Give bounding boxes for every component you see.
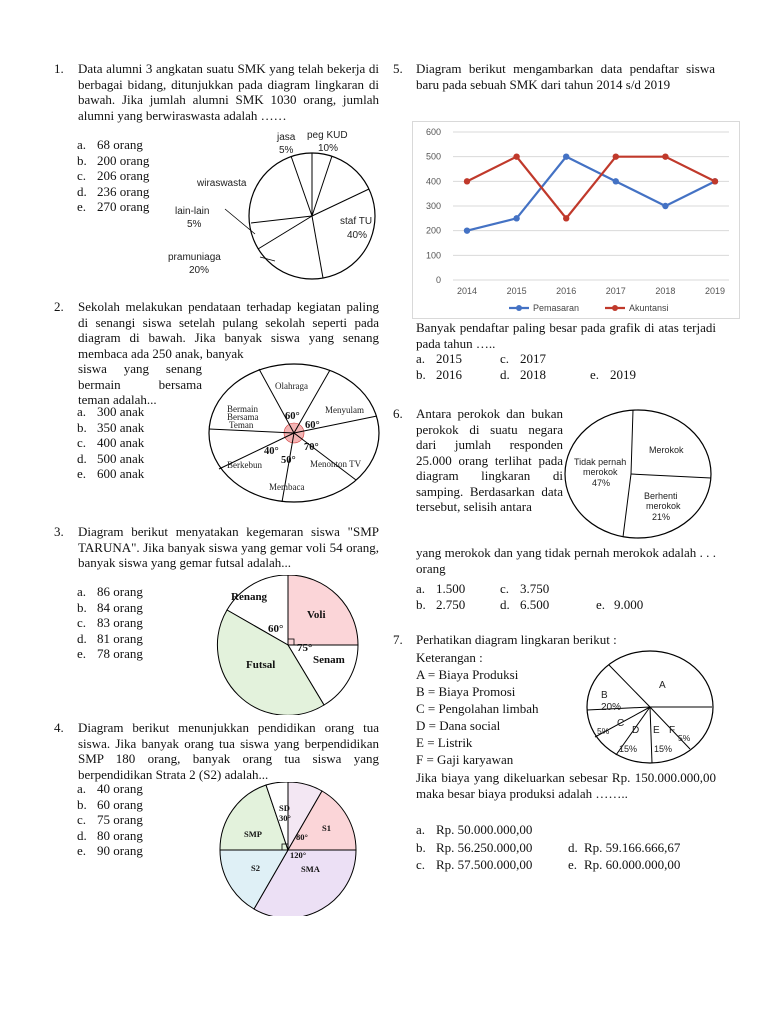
legend-item: A = Biaya Produksi (416, 667, 519, 682)
label-e-pct: 15% (654, 744, 673, 754)
label-pegkud: peg KUD (307, 130, 348, 141)
angle-label: 40° (264, 446, 279, 457)
x-tick-label: 2016 (556, 286, 577, 296)
option[interactable]: a. 86 orang (77, 584, 143, 599)
label-bermain: Bermain (227, 404, 258, 414)
angle-label: 80° (296, 832, 308, 842)
data-point (464, 227, 470, 233)
question-text: Data alumni 3 angkatan suatu SMK yang telah bekerja di berbagai bidang, ditunjukkan pada diagram lingkaran di bawah. Jika jumlah alumni SMK 1030 orang, jumlah alumni yang berwiraswasta adalah …… (78, 61, 379, 123)
question-number: 5. (393, 61, 403, 76)
label-berhenti-pct: 21% (652, 512, 671, 522)
label-s2: S2 (251, 863, 260, 873)
label-pramuniaga: pramuniaga (168, 252, 221, 263)
options-5 (416, 351, 716, 382)
data-point (712, 178, 718, 184)
y-tick-label: 500 (425, 151, 441, 162)
legend-item: E = Listrik (416, 735, 473, 750)
option[interactable]: e. 600 anak (77, 466, 145, 481)
label-membaca: Membaca (269, 482, 305, 492)
question-4 (54, 720, 379, 782)
legend-item: F = Gaji karyawan (416, 752, 514, 767)
option[interactable]: b. 350 anak (77, 419, 145, 435)
legend-item: D = Dana social (416, 718, 501, 733)
question-number: 1. (54, 61, 64, 76)
option[interactable]: d. 6.500 (500, 596, 550, 612)
x-tick-label: 2014 (456, 286, 478, 296)
label-d: D (632, 725, 640, 736)
keterangan-label: Keterangan : (416, 650, 483, 665)
label-jasa-pct: 5% (279, 145, 294, 156)
label-e: E (653, 725, 660, 736)
label-berhenti: Berhenti (644, 491, 678, 501)
label-menonton: Menonton TV (310, 459, 362, 469)
series-line-pemasaran (467, 157, 715, 231)
option[interactable]: c. 206 orang (77, 168, 150, 183)
label-senam: Senam (313, 654, 345, 666)
option[interactable]: a. 68 orang (77, 137, 143, 152)
option[interactable]: b. 2.750 (416, 596, 466, 612)
label-pegkud-pct: 10% (318, 143, 339, 154)
question-text: Diagram berikut menyatakan kegemaran siswa "SMP TARUNA". Jika banyak siswa yang gemar voli 54 orang, banyak siswa yang gemar futsal adalah... (78, 524, 379, 570)
y-tick-label: 0 (435, 275, 441, 285)
option[interactable]: e. 9.000 (596, 596, 644, 612)
options-3 (77, 584, 187, 662)
label-olahraga: Olahraga (275, 381, 308, 391)
y-tick-label: 300 (425, 201, 441, 211)
question-text: Diagram berikut menunjukkan pendidikan orang tua siswa. Jika banyak orang tua siswa yang berpendidikan SMP 180 orang, banyak orang tua siswa yang berpendidikan Strata 2 (S2) adalah... (78, 720, 379, 782)
question-text: Jika biaya yang dikeluarkan sebesar Rp. 150.000.000,00 maka besar biaya produksi adalah …….. (416, 770, 716, 801)
angle-label: 75° (297, 642, 313, 654)
question-number: 6. (393, 406, 403, 421)
pie-chart-alumni (165, 125, 385, 280)
option[interactable]: b. 60 orang (77, 796, 143, 812)
label-berkebun: Berkebun (227, 460, 262, 470)
option[interactable]: c. 400 anak (77, 435, 145, 450)
label-staf: staf TU (340, 216, 373, 227)
label-f: F (669, 725, 676, 736)
question-text-2: siswa yang senang bermain bersama teman adalah... (78, 361, 202, 407)
data-point (563, 153, 569, 159)
question-text: Perhatikan diagram lingkaran berikut : (416, 632, 617, 647)
question-text-2: yang merokok dan yang tidak pernah merokok adalah . . . orang (416, 545, 716, 576)
angle-label: 60° (285, 411, 300, 422)
label-renang: Renang (231, 591, 268, 603)
options-2 (77, 404, 187, 482)
angle-label: 120° (290, 850, 307, 860)
label-wiraswasta: wiraswasta (197, 178, 247, 189)
line-chart-pendaftar (412, 121, 740, 319)
label-bermain: Bersama (227, 412, 259, 422)
data-point (563, 215, 569, 221)
option[interactable]: a. 1.500 (416, 581, 466, 596)
angle-label: 70° (304, 442, 319, 453)
question-5 (393, 61, 715, 92)
question-number: 3. (54, 524, 64, 539)
option[interactable]: a. 2015 (416, 351, 462, 366)
option[interactable]: c. 75 orang (77, 812, 143, 827)
legend-7 (416, 649, 586, 768)
label-futsal: Futsal (246, 659, 276, 671)
data-point (464, 178, 470, 184)
label-lain: lain-lain (175, 206, 210, 217)
data-point (513, 153, 519, 159)
label-menyulam: Menyulam (325, 405, 364, 415)
y-tick-label: 600 (425, 127, 441, 137)
option[interactable]: c. 83 orang (77, 615, 143, 630)
question-text: Banyak pendaftar paling besar pada grafik di atas terjadi pada tahun ….. (416, 320, 716, 351)
legend-label: Pemasaran (533, 303, 580, 313)
angle-label: 60° (305, 420, 320, 431)
data-point (662, 153, 668, 159)
label-tidak-pernah: Tidak pernah (574, 457, 627, 467)
option[interactable]: a. Rp. 50.000.000,00 (416, 822, 533, 837)
question-number: 2. (54, 299, 64, 314)
option[interactable]: c. 3.750 (500, 581, 550, 596)
y-tick-label: 400 (425, 176, 441, 187)
label-c: C (617, 718, 625, 729)
label-d-pct: 15% (619, 744, 638, 754)
data-point (613, 178, 619, 184)
option[interactable]: d. 81 orang (77, 630, 143, 646)
option[interactable]: b. 84 orang (77, 599, 143, 615)
option[interactable]: a. 300 anak (77, 404, 145, 419)
option[interactable]: e. Rp. 60.000.000,00 (568, 857, 681, 872)
data-point (662, 203, 668, 209)
option[interactable]: d. 80 orang (77, 827, 143, 843)
label-bermain: Teman (229, 420, 254, 430)
label-tidak-pernah-pct: 47% (592, 478, 611, 488)
question-number: 4. (54, 720, 64, 735)
question-text: Antara perokok dan bukan perokok di suatu negara dari jumlah responden 25.000 orang terlihat pada diagram lingkaran di samping. Berdasarkan data tersebut, selisih antara (416, 406, 563, 514)
label-b: B (601, 690, 608, 701)
pie-chart-pendidikan (215, 782, 365, 916)
pie-chart-kegemaran (213, 575, 363, 715)
label-staf-pct: 40% (347, 230, 368, 241)
x-tick-label: 2019 (704, 286, 726, 296)
pie-chart-kegiatan (207, 362, 385, 504)
data-point (513, 215, 519, 221)
label-sd: SD (279, 803, 290, 813)
question-6 (393, 406, 563, 515)
option[interactable]: c. 2017 (500, 351, 546, 366)
option[interactable]: e. 270 orang (77, 199, 150, 214)
series-line-akuntansi (467, 157, 715, 219)
option[interactable]: b. Rp. 56.250.000,00 (416, 839, 533, 855)
option[interactable]: e. 90 orang (77, 843, 143, 858)
y-tick-label: 100 (425, 250, 441, 261)
question-5-prompt (416, 320, 716, 351)
options-7 (416, 821, 726, 874)
angle-label: 30° (279, 813, 291, 823)
data-point (613, 153, 619, 159)
option[interactable]: e. 2019 (590, 366, 636, 382)
options-4 (77, 781, 187, 859)
option[interactable]: a. 40 orang (77, 781, 143, 796)
question-3 (54, 524, 379, 571)
label-jasa: jasa (277, 132, 296, 143)
options-6 (416, 581, 716, 612)
label-sma: SMA (301, 864, 320, 874)
label-s1: S1 (322, 823, 331, 833)
legend-marker (516, 305, 522, 311)
label-merokok: Merokok (649, 445, 684, 455)
legend-marker (612, 305, 618, 311)
label-b-pct: 20% (601, 702, 622, 713)
question-1 (54, 61, 379, 123)
x-tick-label: 2015 (506, 286, 527, 296)
legend-item: C = Pengolahan limbah (416, 701, 539, 716)
option[interactable]: d. 500 anak (77, 450, 145, 466)
pie-chart-biaya (585, 648, 717, 766)
label-voli: Voli (307, 609, 326, 621)
option[interactable]: d. 236 orang (77, 183, 150, 199)
option[interactable]: d. Rp. 59.166.666,67 (568, 839, 681, 855)
question-7-prompt (416, 770, 716, 801)
angle-label: 50° (281, 455, 296, 466)
label-lain-pct: 5% (187, 219, 202, 230)
question-6-cont (416, 545, 716, 576)
question-number: 7. (393, 632, 403, 647)
question-text: Diagram berikut mengambarkan data pendaftar siswa baru pada sebuah SMK dari tahun 2014 s/d 2019 (416, 61, 715, 92)
label-f-pct: 5% (678, 733, 691, 743)
option[interactable]: b. 200 orang (77, 152, 150, 168)
y-tick-label: 200 (425, 225, 441, 236)
label-tidak-pernah: merokok (583, 467, 618, 477)
legend-item: B = Biaya Promosi (416, 684, 516, 699)
label-smp: SMP (244, 829, 262, 839)
x-tick-label: 2018 (655, 286, 676, 296)
question-7 (393, 632, 715, 648)
option[interactable]: d. 2018 (500, 366, 546, 382)
option[interactable]: b. 2016 (416, 366, 462, 382)
question-text: Sekolah melakukan pendataan terhadap kegiatan paling di senangi siswa setelah pulang sekolah seperti pada diagram di bawah. Jika banyak siswa yang senang membaca ada 250 anak, banyak (78, 299, 379, 361)
pie-chart-perokok (563, 408, 715, 542)
angle-label: 60° (268, 623, 284, 635)
label-c-pct: 5% (597, 726, 610, 736)
option[interactable]: c. Rp. 57.500.000,00 (416, 857, 533, 872)
x-tick-label: 2017 (605, 286, 626, 296)
label-pram-pct: 20% (189, 265, 210, 276)
option[interactable]: e. 78 orang (77, 646, 143, 661)
legend-label: Akuntansi (629, 303, 669, 313)
label-berhenti: merokok (646, 501, 681, 511)
label-a: A (659, 680, 666, 691)
